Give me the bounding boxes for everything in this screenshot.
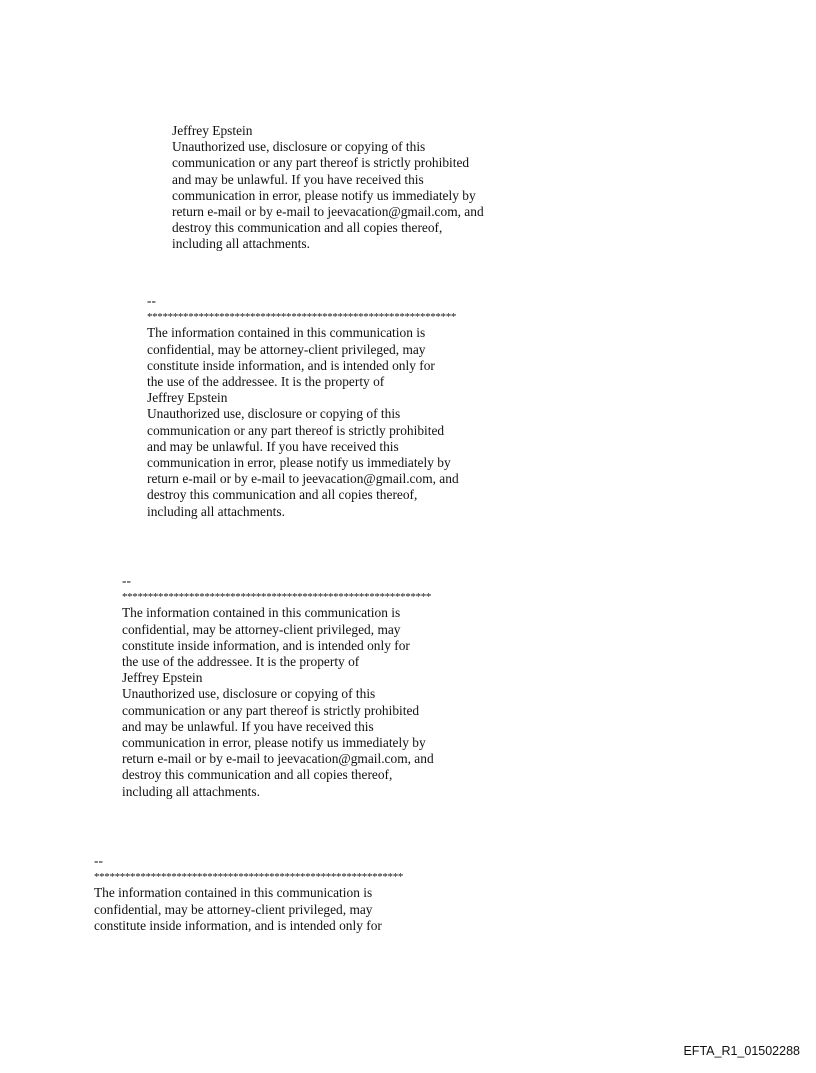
text-line: return e-mail or by e-mail to jeevacation@gmail.com, and xyxy=(147,471,459,487)
text-line: Jeffrey Epstein xyxy=(147,390,228,406)
text-line: and may be unlawful. If you have received this xyxy=(147,438,399,454)
text-line: and may be unlawful. If you have received this xyxy=(172,171,424,187)
disclaimer-block-4 xyxy=(94,853,480,934)
text-line: Jeffrey Epstein xyxy=(172,123,253,138)
text-line: including all attachments. xyxy=(122,783,260,799)
asterisk-separator: ************************************************************ xyxy=(94,871,404,884)
disclaimer-block-2 xyxy=(147,293,507,520)
text-line: return e-mail or by e-mail to jeevacation@gmail.com, and xyxy=(122,751,434,767)
text-line: constitute inside information, and is intended only for xyxy=(94,917,382,933)
signature-dash: -- xyxy=(94,853,103,868)
text-line: communication or any part thereof is strictly prohibited xyxy=(147,422,445,438)
asterisk-separator: ************************************************************ xyxy=(147,311,457,324)
text-line: destroy this communication and all copies thereof, xyxy=(147,487,418,503)
text-line: Unauthorized use, disclosure or copying of this xyxy=(147,406,401,422)
text-line: The information contained in this communication is xyxy=(147,325,426,341)
text-line: communication or any part thereof is strictly prohibited xyxy=(172,155,470,171)
text-line: and may be unlawful. If you have received this xyxy=(122,718,374,734)
text-line: the use of the addressee. It is the property of xyxy=(122,654,360,670)
text-line: communication or any part thereof is strictly prohibited xyxy=(122,702,420,718)
text-line: destroy this communication and all copies thereof, xyxy=(172,220,443,236)
text-line: communication in error, please notify us immediately by xyxy=(172,187,476,203)
text-line: the use of the addressee. It is the property of xyxy=(147,374,385,390)
text-line: including all attachments. xyxy=(147,503,285,519)
text-line: confidential, may be attorney-client privileged, may xyxy=(122,621,401,637)
text-line: constitute inside information, and is intended only for xyxy=(147,357,435,373)
text-line: destroy this communication and all copies thereof, xyxy=(122,767,393,783)
asterisk-separator: ************************************************************ xyxy=(122,591,432,604)
text-line: communication in error, please notify us immediately by xyxy=(147,455,451,471)
text-line: confidential, may be attorney-client privileged, may xyxy=(94,901,373,917)
text-line: including all attachments. xyxy=(172,236,310,252)
disclaimer-block-3 xyxy=(122,573,482,800)
text-line: The information contained in this communication is xyxy=(94,885,373,901)
signature-dash: -- xyxy=(147,293,156,308)
disclaimer-block-1 xyxy=(172,123,484,253)
text-line: return e-mail or by e-mail to jeevacation@gmail.com, and xyxy=(172,204,484,220)
text-line: Jeffrey Epstein xyxy=(122,670,203,686)
signature-dash: -- xyxy=(122,573,131,588)
text-line: confidential, may be attorney-client privileged, may xyxy=(147,341,426,357)
text-line: The information contained in this communication is xyxy=(122,605,401,621)
text-line: communication in error, please notify us immediately by xyxy=(122,735,426,751)
document-id: EFTA_R1_01502288 xyxy=(683,1044,800,1058)
text-line: constitute inside information, and is intended only for xyxy=(122,637,410,653)
text-line: Unauthorized use, disclosure or copying of this xyxy=(122,686,376,702)
text-line: Unauthorized use, disclosure or copying of this xyxy=(172,139,426,155)
